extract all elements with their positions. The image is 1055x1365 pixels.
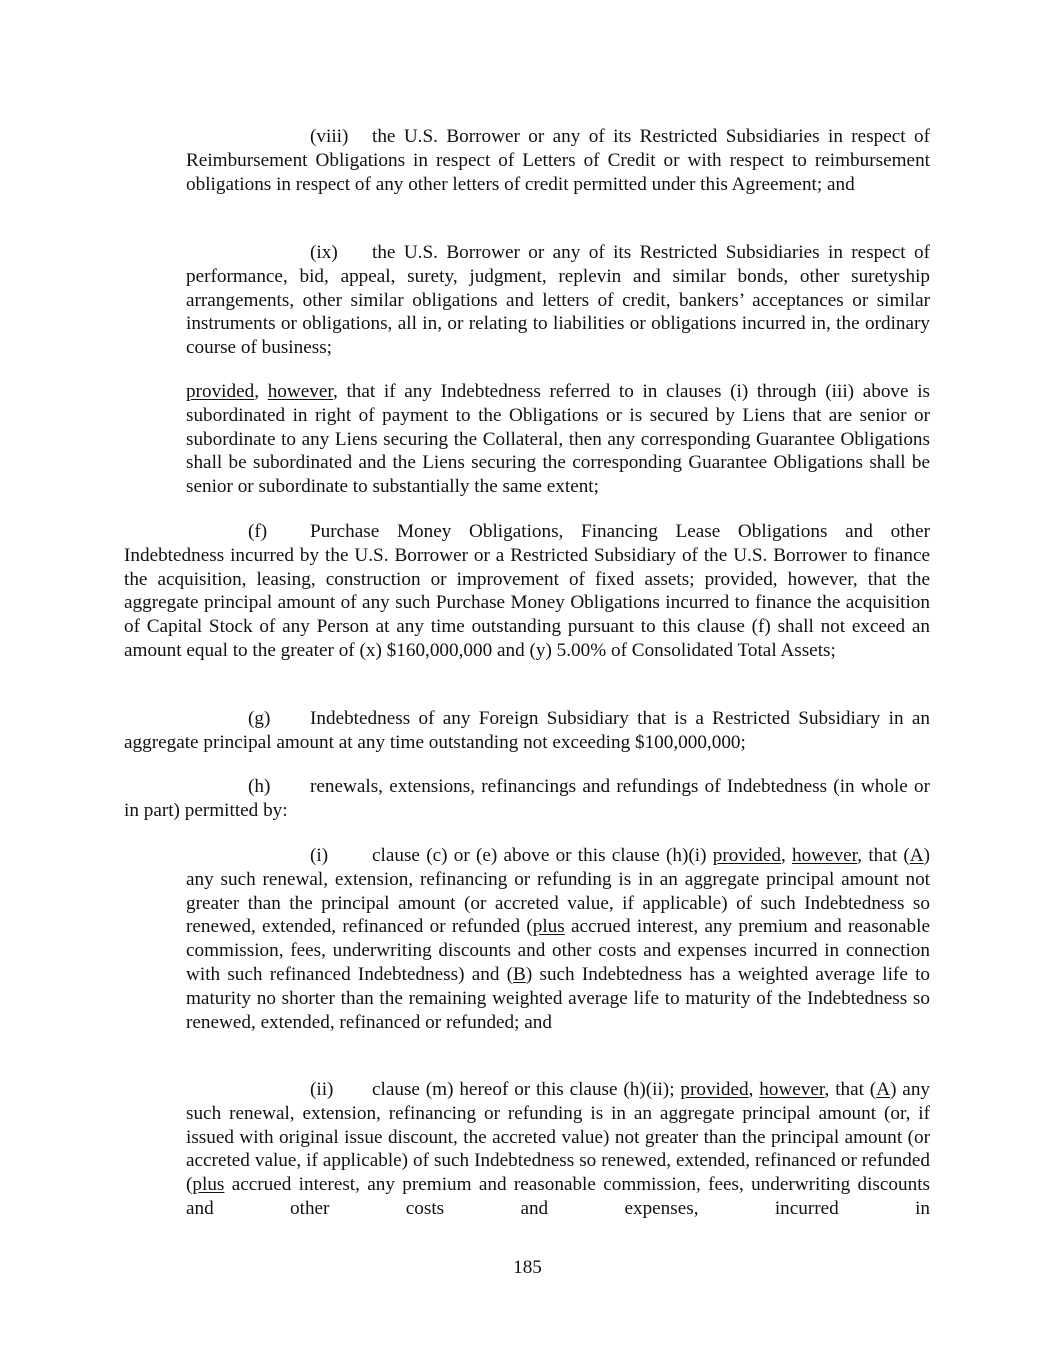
however-term: however	[759, 1079, 825, 1100]
clause-text: Purchase Money Obligations, Financing Lease Obligations and other Indebtedness incurred by the U.S. Borrower or a Restricted Subsidiary of the U.S. Borrower to finance the acquisition, leasing, construction or improvement of fixed assets; provided, however, that the aggregate principal amount of any such Purchase Money Obligations incurred to finance the acquisition of Capital Stock of any Person at any time outstanding pursuant to this clause (f) shall not exceed an amount equal to the greater of (x) $160,000,000 and (y) 5.00% of Consolidated Total Assets;	[124, 521, 930, 661]
clause-g	[124, 707, 930, 755]
plus-term: plus	[532, 916, 565, 938]
plus-term: plus	[192, 1174, 225, 1196]
separator: ,	[748, 1079, 760, 1100]
provided-term: provided	[712, 845, 781, 866]
clause-text: ) any such renewal, extension, refinancing or refunding is in an aggregate principal amount not greater than the principal amount (or accreted value, if applicable) of such Indebtedness so renewed, extended, refinanced or refunded (	[186, 845, 930, 938]
subclause-a-marker: A	[876, 1079, 891, 1100]
clause-label: (h)	[248, 776, 271, 797]
clause-text: clause (c) or (e) above or this clause (h)(i)	[372, 845, 713, 866]
clause-text: the U.S. Borrower or any of its Restricted Subsidiaries in respect of performance, bid, appeal, surety, judgment, replevin and similar bonds, other suretyship arrangements, other similar obligations and letters of credit, bankers’ acceptances or similar instruments or obligations, all in, or relating to liabilities or obligations incurred in, the ordinary course of business;	[186, 242, 930, 359]
however-term: however	[267, 381, 333, 402]
clause-text: the U.S. Borrower or any of its Restricted Subsidiaries in respect of Reimbursement Obligations in respect of Letters of Credit or with respect to reimbursement obligations in respect of any other letters of credit permitted under this Agreement; and	[186, 126, 930, 195]
clause-ix	[186, 241, 930, 360]
clause-text: accrued interest, any premium and reasonable commission, fees, underwriting discounts and other costs and expenses, incurred in	[186, 1174, 930, 1219]
clause-text: ) any such renewal, extension, refinancing or refunding is in an aggregate principal amount (or, if issued with original issue discount, the accreted value) not greater than the principal amount (or accreted value, if applicable) of such Indebtedness so renewed, extended, refinanced or refunded (	[186, 1079, 931, 1196]
proviso-text: , that if any Indebtedness referred to in clauses (i) through (iii) above is subordinated in right of payment to the Obligations or is secured by Liens that are senior or subordinate to any Liens securing the Collateral, then any corresponding Guarantee Obligations shall be subordinated and the Liens securing the corresponding Guarantee Obligations shall be senior or subordinate to substantially the same extent;	[186, 381, 930, 498]
provided-term: provided	[680, 1079, 749, 1100]
clause-text: , that (	[824, 1079, 877, 1100]
proviso-paragraph	[186, 380, 930, 499]
however-term: however	[791, 845, 858, 866]
separator: ,	[780, 845, 792, 866]
clause-h-ii	[186, 1078, 930, 1221]
subclause-a-marker: A	[909, 845, 924, 866]
clause-label: (i)	[310, 845, 329, 866]
clause-text: renewals, extensions, refinancings and refundings of Indebtedness (in whole or in part) permitted by:	[124, 776, 930, 821]
clause-label: (ix)	[310, 242, 338, 263]
provided-term: provided	[186, 381, 255, 402]
clause-label: (g)	[248, 708, 271, 729]
clause-text: accrued interest, any premium and reasonable commission, fees, underwriting discounts and other costs and expenses incurred in connection with such refinanced Indebtedness) and (	[186, 916, 930, 985]
clause-label: (ii)	[310, 1079, 334, 1100]
clause-label: (viii)	[310, 126, 349, 147]
clause-h-i	[186, 844, 930, 1034]
subclause-b-marker: B	[513, 963, 526, 985]
clause-label: (f)	[248, 521, 268, 542]
clause-f	[124, 520, 930, 663]
clause-viii	[186, 125, 930, 196]
clause-text: ) such Indebtedness has a weighted average life to maturity no shorter than the remaining weighted average life to maturity of the Indebtedness so renewed, extended, refinanced or refunded; and	[186, 963, 930, 1033]
separator: ,	[254, 381, 268, 402]
clause-h	[124, 775, 930, 823]
clause-text: clause (m) hereof or this clause (h)(ii);	[372, 1079, 681, 1100]
clause-text: , that (	[857, 845, 910, 866]
page-number: 185	[513, 1257, 542, 1278]
clause-text: Indebtedness of any Foreign Subsidiary that is a Restricted Subsidiary in an aggregate principal amount at any time outstanding not exceeding $100,000,000;	[124, 708, 930, 753]
